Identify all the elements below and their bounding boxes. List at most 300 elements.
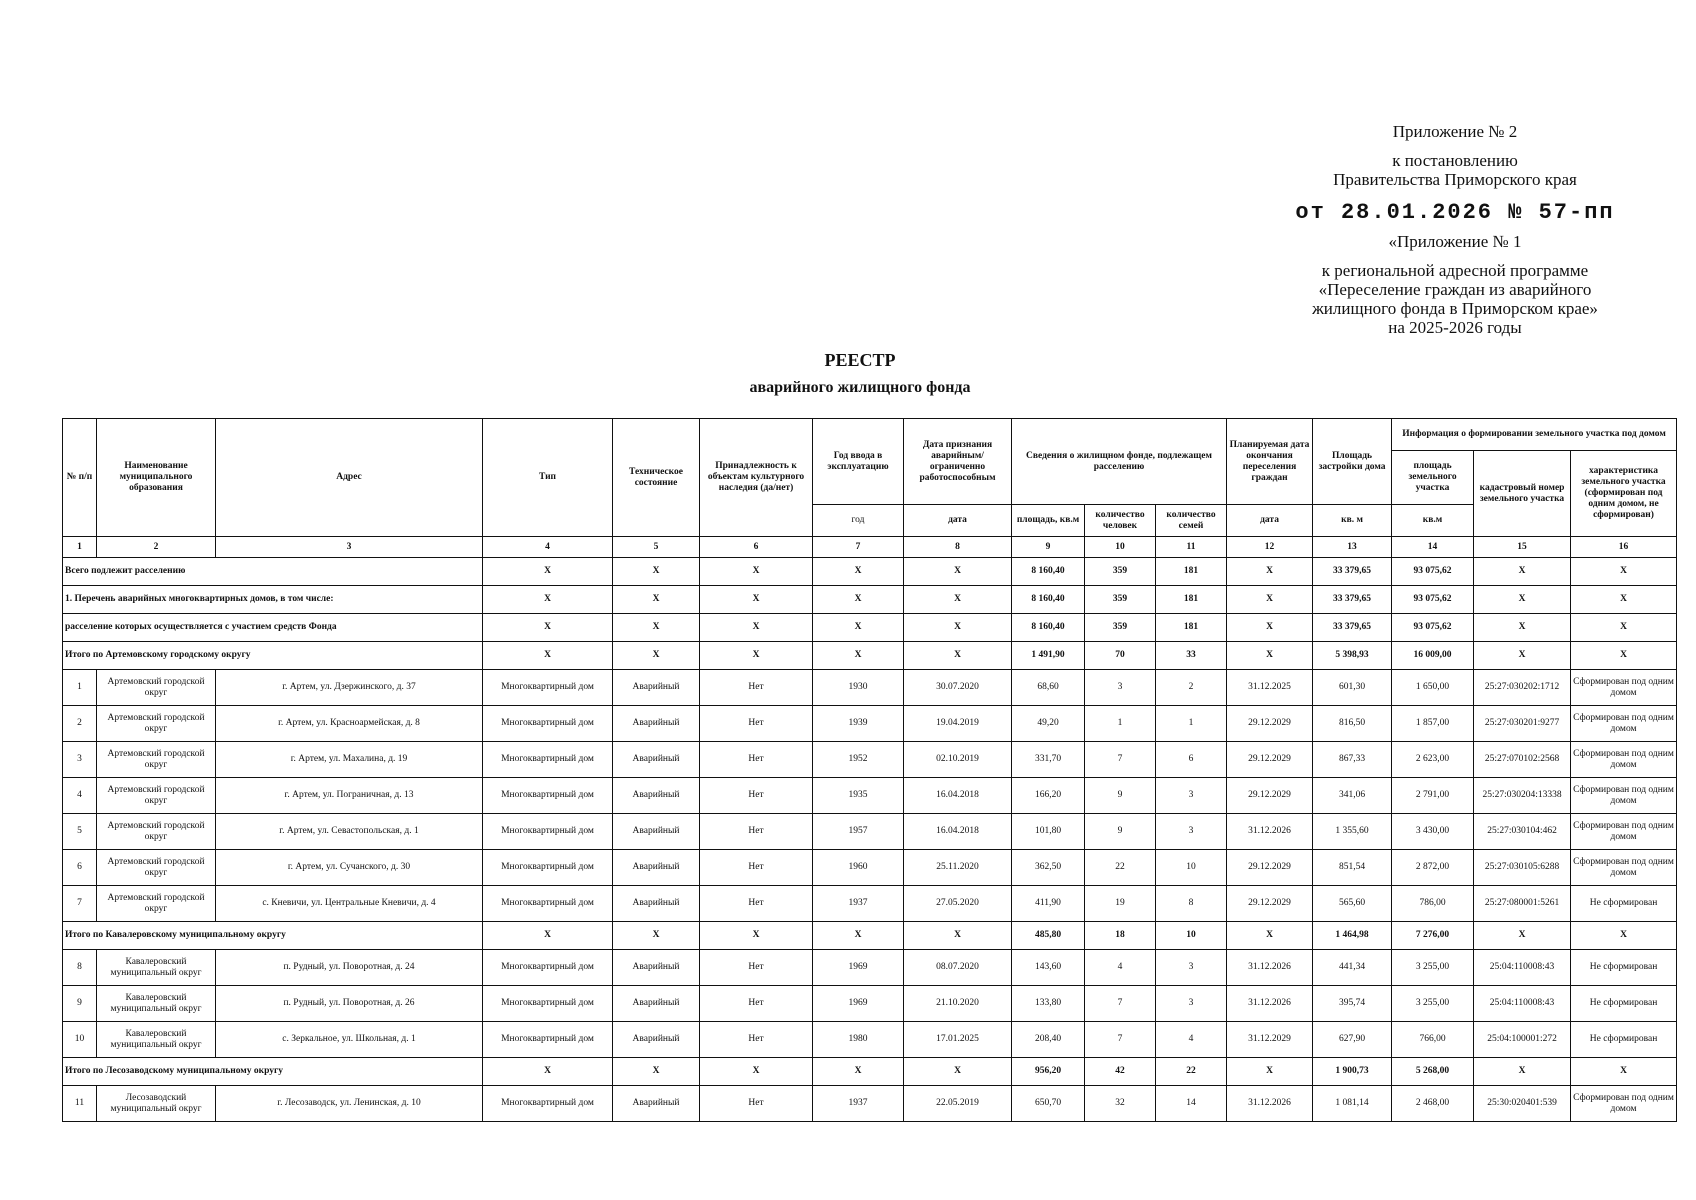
land-area: 3 255,00 — [1392, 986, 1474, 1022]
column-number: 5 — [613, 537, 700, 558]
planned-date: 31.12.2025 — [1227, 670, 1313, 706]
total-area: 8 160,40 — [1012, 558, 1085, 586]
recognition-date: 27.05.2020 — [904, 886, 1012, 922]
to-resolution: к постановлению — [1392, 151, 1518, 170]
x-mark: X — [904, 614, 1012, 642]
land-characteristic: Не сформирован — [1571, 886, 1677, 922]
people: 9 — [1085, 778, 1156, 814]
registry-table — [62, 418, 1677, 1122]
program-line-4: на 2025-2026 годы — [1388, 318, 1522, 337]
table-row — [63, 670, 1677, 706]
municipality: Артемовский городской округ — [97, 814, 216, 850]
x-mark: X — [813, 586, 904, 614]
x-mark: X — [1227, 642, 1313, 670]
head-num: № п/п — [63, 419, 97, 537]
total-families: 22 — [1156, 1058, 1227, 1086]
land-area: 2 791,00 — [1392, 778, 1474, 814]
head-address: Адрес — [216, 419, 483, 537]
year-built: 1957 — [813, 814, 904, 850]
address: г. Артем, ул. Пограничная, д. 13 — [216, 778, 483, 814]
x-mark: X — [700, 614, 813, 642]
table-row — [63, 950, 1677, 986]
total-row — [63, 586, 1677, 614]
row-number: 11 — [63, 1086, 97, 1122]
municipality: Артемовский городской округ — [97, 886, 216, 922]
total-families: 181 — [1156, 558, 1227, 586]
build-area: 441,34 — [1313, 950, 1392, 986]
unit-year: год — [813, 505, 904, 537]
families: 6 — [1156, 742, 1227, 778]
column-number: 15 — [1474, 537, 1571, 558]
row-number: 4 — [63, 778, 97, 814]
column-number: 3 — [216, 537, 483, 558]
planned-date: 31.12.2026 — [1227, 950, 1313, 986]
tech-state: Аварийный — [613, 986, 700, 1022]
head-land-info: Информация о формировании земельного участка под домом — [1392, 419, 1677, 451]
program-line-1: к региональной адресной программе — [1321, 261, 1589, 280]
area: 411,90 — [1012, 886, 1085, 922]
head-municipality: Наименование муниципального образования — [97, 419, 216, 537]
building-type: Многоквартирный дом — [483, 1022, 613, 1058]
land-characteristic: Не сформирован — [1571, 986, 1677, 1022]
title-line-2: аварийного жилищного фонда — [749, 379, 971, 396]
total-land-area: 93 075,62 — [1392, 614, 1474, 642]
x-mark: X — [613, 558, 700, 586]
total-land-area: 16 009,00 — [1392, 642, 1474, 670]
program-line-3: жилищного фонда в Приморском крае» — [1312, 299, 1598, 318]
row-number: 5 — [63, 814, 97, 850]
total-people: 359 — [1085, 614, 1156, 642]
planned-date: 29.12.2029 — [1227, 886, 1313, 922]
head-year-built: Год ввода в эксплуатацию — [813, 419, 904, 505]
tech-state: Аварийный — [613, 670, 700, 706]
recognition-date: 25.11.2020 — [904, 850, 1012, 886]
total-build-area: 33 379,65 — [1313, 586, 1392, 614]
families: 3 — [1156, 950, 1227, 986]
building-type: Многоквартирный дом — [483, 778, 613, 814]
address: г. Лесозаводск, ул. Ленинская, д. 10 — [216, 1086, 483, 1122]
total-label: Итого по Лесозаводскому муниципальному округу — [63, 1058, 483, 1086]
heritage: Нет — [700, 886, 813, 922]
tech-state: Аварийный — [613, 814, 700, 850]
recognition-date: 22.05.2019 — [904, 1086, 1012, 1122]
area: 331,70 — [1012, 742, 1085, 778]
recognition-date: 21.10.2020 — [904, 986, 1012, 1022]
cadastral-number: 25:27:030204:13338 — [1474, 778, 1571, 814]
column-numbers-row — [63, 537, 1677, 558]
building-type: Многоквартирный дом — [483, 742, 613, 778]
total-row — [63, 642, 1677, 670]
column-number: 6 — [700, 537, 813, 558]
planned-date: 29.12.2029 — [1227, 778, 1313, 814]
year-built: 1939 — [813, 706, 904, 742]
row-number: 6 — [63, 850, 97, 886]
people: 7 — [1085, 986, 1156, 1022]
total-build-area: 1 464,98 — [1313, 922, 1392, 950]
total-land-area: 7 276,00 — [1392, 922, 1474, 950]
column-number: 2 — [97, 537, 216, 558]
year-built: 1969 — [813, 986, 904, 1022]
appendix-1: «Приложение № 1 — [1388, 232, 1522, 251]
x-mark: X — [613, 922, 700, 950]
x-mark: X — [1227, 558, 1313, 586]
x-mark: X — [904, 558, 1012, 586]
municipality: Кавалеровский муниципальный округ — [97, 950, 216, 986]
recognition-date: 30.07.2020 — [904, 670, 1012, 706]
families: 3 — [1156, 986, 1227, 1022]
total-area: 8 160,40 — [1012, 586, 1085, 614]
total-label: Итого по Кавалеровскому муниципальному округу — [63, 922, 483, 950]
x-mark: X — [1474, 558, 1571, 586]
head-land-area: площадь земельного участка — [1392, 451, 1474, 505]
planned-date: 31.12.2029 — [1227, 1022, 1313, 1058]
people: 19 — [1085, 886, 1156, 922]
total-people: 18 — [1085, 922, 1156, 950]
cadastral-number: 25:27:030201:9277 — [1474, 706, 1571, 742]
people: 3 — [1085, 670, 1156, 706]
x-mark: X — [700, 642, 813, 670]
total-area: 956,20 — [1012, 1058, 1085, 1086]
government-name: Правительства Приморского края — [1333, 170, 1577, 189]
total-row — [63, 1058, 1677, 1086]
registry-body — [63, 558, 1677, 1122]
total-row — [63, 922, 1677, 950]
head-heritage: Принадлежность к объектам культурного наследия (да/нет) — [700, 419, 813, 537]
x-mark: X — [1571, 558, 1677, 586]
x-mark: X — [613, 614, 700, 642]
people: 9 — [1085, 814, 1156, 850]
title-line-1: РЕЕСТР — [824, 350, 896, 370]
tech-state: Аварийный — [613, 742, 700, 778]
x-mark: X — [1474, 1058, 1571, 1086]
land-characteristic: Сформирован под одним домом — [1571, 1086, 1677, 1122]
cadastral-number: 25:27:030202:1712 — [1474, 670, 1571, 706]
land-characteristic: Сформирован под одним домом — [1571, 742, 1677, 778]
column-number: 4 — [483, 537, 613, 558]
heritage: Нет — [700, 850, 813, 886]
unit-sqm-2: кв.м — [1392, 505, 1474, 537]
building-type: Многоквартирный дом — [483, 1086, 613, 1122]
tech-state: Аварийный — [613, 950, 700, 986]
building-type: Многоквартирный дом — [483, 706, 613, 742]
land-area: 1 857,00 — [1392, 706, 1474, 742]
total-families: 10 — [1156, 922, 1227, 950]
x-mark: X — [904, 642, 1012, 670]
heritage: Нет — [700, 742, 813, 778]
x-mark: X — [700, 558, 813, 586]
tech-state: Аварийный — [613, 778, 700, 814]
total-land-area: 93 075,62 — [1392, 586, 1474, 614]
area: 143,60 — [1012, 950, 1085, 986]
x-mark: X — [700, 922, 813, 950]
land-area: 3 430,00 — [1392, 814, 1474, 850]
table-row — [63, 1022, 1677, 1058]
area: 208,40 — [1012, 1022, 1085, 1058]
total-label: Всего подлежит расселению — [63, 558, 483, 586]
families: 1 — [1156, 706, 1227, 742]
area: 49,20 — [1012, 706, 1085, 742]
total-land-area: 5 268,00 — [1392, 1058, 1474, 1086]
land-characteristic: Сформирован под одним домом — [1571, 814, 1677, 850]
municipality: Артемовский городской округ — [97, 742, 216, 778]
total-label: 1. Перечень аварийных многоквартирных домов, в том числе: — [63, 586, 483, 614]
land-characteristic: Не сформирован — [1571, 950, 1677, 986]
x-mark: X — [483, 1058, 613, 1086]
x-mark: X — [1571, 642, 1677, 670]
municipality: Кавалеровский муниципальный округ — [97, 1022, 216, 1058]
total-people: 70 — [1085, 642, 1156, 670]
unit-families: количество семей — [1156, 505, 1227, 537]
cadastral-number: 25:27:030105:6288 — [1474, 850, 1571, 886]
program-line-2: «Переселение граждан из аварийного — [1318, 280, 1592, 299]
year-built: 1960 — [813, 850, 904, 886]
land-area: 786,00 — [1392, 886, 1474, 922]
x-mark: X — [483, 614, 613, 642]
x-mark: X — [1571, 922, 1677, 950]
appendix-header — [1290, 122, 1620, 337]
building-type: Многоквартирный дом — [483, 670, 613, 706]
build-area: 816,50 — [1313, 706, 1392, 742]
total-land-area: 93 075,62 — [1392, 558, 1474, 586]
families: 2 — [1156, 670, 1227, 706]
tech-state: Аварийный — [613, 1022, 700, 1058]
tech-state: Аварийный — [613, 886, 700, 922]
heritage: Нет — [700, 950, 813, 986]
planned-date: 31.12.2026 — [1227, 1086, 1313, 1122]
building-type: Многоквартирный дом — [483, 886, 613, 922]
unit-area: площадь, кв.м — [1012, 505, 1085, 537]
x-mark: X — [700, 1058, 813, 1086]
heritage: Нет — [700, 986, 813, 1022]
address: г. Артем, ул. Сучанского, д. 30 — [216, 850, 483, 886]
planned-date: 29.12.2029 — [1227, 742, 1313, 778]
planned-date: 31.12.2026 — [1227, 814, 1313, 850]
unit-people: количество человек — [1085, 505, 1156, 537]
unit-date: дата — [904, 505, 1012, 537]
land-characteristic: Сформирован под одним домом — [1571, 850, 1677, 886]
cadastral-number: 25:27:070102:2568 — [1474, 742, 1571, 778]
building-type: Многоквартирный дом — [483, 814, 613, 850]
year-built: 1937 — [813, 886, 904, 922]
unit-date-2: дата — [1227, 505, 1313, 537]
build-area: 851,54 — [1313, 850, 1392, 886]
year-built: 1930 — [813, 670, 904, 706]
land-area: 1 650,00 — [1392, 670, 1474, 706]
heritage: Нет — [700, 1086, 813, 1122]
head-housing-info: Сведения о жилищном фонде, подлежащем расселению — [1012, 419, 1227, 505]
land-area: 3 255,00 — [1392, 950, 1474, 986]
head-recognition-date: Дата признания аварийным/ ограниченно работоспособным — [904, 419, 1012, 505]
x-mark: X — [613, 586, 700, 614]
build-area: 565,60 — [1313, 886, 1392, 922]
recognition-date: 08.07.2020 — [904, 950, 1012, 986]
x-mark: X — [700, 586, 813, 614]
x-mark: X — [1227, 922, 1313, 950]
x-mark: X — [613, 1058, 700, 1086]
building-type: Многоквартирный дом — [483, 986, 613, 1022]
column-number: 8 — [904, 537, 1012, 558]
x-mark: X — [1571, 614, 1677, 642]
total-build-area: 33 379,65 — [1313, 558, 1392, 586]
total-label: расселение которых осуществляется с участием средств Фонда — [63, 614, 483, 642]
year-built: 1969 — [813, 950, 904, 986]
people: 4 — [1085, 950, 1156, 986]
cadastral-number: 25:27:080001:5261 — [1474, 886, 1571, 922]
address: г. Артем, ул. Дзержинского, д. 37 — [216, 670, 483, 706]
total-families: 33 — [1156, 642, 1227, 670]
area: 68,60 — [1012, 670, 1085, 706]
x-mark: X — [483, 586, 613, 614]
column-number: 12 — [1227, 537, 1313, 558]
municipality: Артемовский городской округ — [97, 850, 216, 886]
recognition-date: 16.04.2018 — [904, 778, 1012, 814]
table-row — [63, 886, 1677, 922]
total-build-area: 5 398,93 — [1313, 642, 1392, 670]
tech-state: Аварийный — [613, 1086, 700, 1122]
people: 7 — [1085, 1022, 1156, 1058]
x-mark: X — [813, 642, 904, 670]
appendix-number: Приложение № 2 — [1392, 122, 1518, 141]
people: 7 — [1085, 742, 1156, 778]
heritage: Нет — [700, 778, 813, 814]
build-area: 867,33 — [1313, 742, 1392, 778]
x-mark: X — [1474, 642, 1571, 670]
address: п. Рудный, ул. Поворотная, д. 24 — [216, 950, 483, 986]
municipality: Артемовский городской округ — [97, 706, 216, 742]
total-area: 8 160,40 — [1012, 614, 1085, 642]
total-label: Итого по Артемовскому городскому округу — [63, 642, 483, 670]
area: 101,80 — [1012, 814, 1085, 850]
total-area: 485,80 — [1012, 922, 1085, 950]
column-number: 1 — [63, 537, 97, 558]
building-type: Многоквартирный дом — [483, 850, 613, 886]
x-mark: X — [813, 614, 904, 642]
cadastral-number: 25:04:100001:272 — [1474, 1022, 1571, 1058]
year-built: 1935 — [813, 778, 904, 814]
land-area: 2 872,00 — [1392, 850, 1474, 886]
row-number: 7 — [63, 886, 97, 922]
address: п. Рудный, ул. Поворотная, д. 26 — [216, 986, 483, 1022]
row-number: 2 — [63, 706, 97, 742]
area: 650,70 — [1012, 1086, 1085, 1122]
tech-state: Аварийный — [613, 850, 700, 886]
head-land-char: характеристика земельного участка (сформирован под одним домом, не сформирован) — [1571, 451, 1677, 537]
people: 1 — [1085, 706, 1156, 742]
column-number: 16 — [1571, 537, 1677, 558]
table-row — [63, 986, 1677, 1022]
head-tech-state: Техническое состояние — [613, 419, 700, 537]
recognition-date: 19.04.2019 — [904, 706, 1012, 742]
x-mark: X — [1571, 1058, 1677, 1086]
land-characteristic: Не сформирован — [1571, 1022, 1677, 1058]
cadastral-number: 25:04:110008:43 — [1474, 986, 1571, 1022]
x-mark: X — [904, 1058, 1012, 1086]
families: 3 — [1156, 814, 1227, 850]
people: 32 — [1085, 1086, 1156, 1122]
heritage: Нет — [700, 814, 813, 850]
total-people: 359 — [1085, 586, 1156, 614]
build-area: 1 355,60 — [1313, 814, 1392, 850]
total-build-area: 33 379,65 — [1313, 614, 1392, 642]
x-mark: X — [1227, 1058, 1313, 1086]
total-families: 181 — [1156, 614, 1227, 642]
table-row — [63, 814, 1677, 850]
families: 3 — [1156, 778, 1227, 814]
x-mark: X — [813, 1058, 904, 1086]
address: с. Зеркальное, ул. Школьная, д. 1 — [216, 1022, 483, 1058]
row-number: 10 — [63, 1022, 97, 1058]
column-number: 10 — [1085, 537, 1156, 558]
address: с. Кневичи, ул. Центральные Кневичи, д. 4 — [216, 886, 483, 922]
people: 22 — [1085, 850, 1156, 886]
families: 10 — [1156, 850, 1227, 886]
municipality: Артемовский городской округ — [97, 670, 216, 706]
families: 8 — [1156, 886, 1227, 922]
table-row — [63, 1086, 1677, 1122]
x-mark: X — [483, 558, 613, 586]
land-area: 766,00 — [1392, 1022, 1474, 1058]
year-built: 1937 — [813, 1086, 904, 1122]
head-type: Тип — [483, 419, 613, 537]
planned-date: 29.12.2029 — [1227, 706, 1313, 742]
land-characteristic: Сформирован под одним домом — [1571, 670, 1677, 706]
table-row — [63, 742, 1677, 778]
total-area: 1 491,90 — [1012, 642, 1085, 670]
row-number: 1 — [63, 670, 97, 706]
total-people: 42 — [1085, 1058, 1156, 1086]
municipality: Артемовский городской округ — [97, 778, 216, 814]
x-mark: X — [813, 922, 904, 950]
row-number: 8 — [63, 950, 97, 986]
planned-date: 29.12.2029 — [1227, 850, 1313, 886]
land-characteristic: Сформирован под одним домом — [1571, 706, 1677, 742]
families: 4 — [1156, 1022, 1227, 1058]
cadastral-number: 25:30:020401:539 — [1474, 1086, 1571, 1122]
address: г. Артем, ул. Красноармейская, д. 8 — [216, 706, 483, 742]
unit-sqm: кв. м — [1313, 505, 1392, 537]
x-mark: X — [1571, 586, 1677, 614]
heritage: Нет — [700, 706, 813, 742]
area: 133,80 — [1012, 986, 1085, 1022]
tech-state: Аварийный — [613, 706, 700, 742]
table-row — [63, 706, 1677, 742]
column-number: 7 — [813, 537, 904, 558]
row-number: 3 — [63, 742, 97, 778]
build-area: 395,74 — [1313, 986, 1392, 1022]
heritage: Нет — [700, 1022, 813, 1058]
column-number: 14 — [1392, 537, 1474, 558]
x-mark: X — [1474, 586, 1571, 614]
build-area: 341,06 — [1313, 778, 1392, 814]
build-area: 1 081,14 — [1313, 1086, 1392, 1122]
x-mark: X — [1227, 586, 1313, 614]
year-built: 1952 — [813, 742, 904, 778]
recognition-date: 16.04.2018 — [904, 814, 1012, 850]
row-number: 9 — [63, 986, 97, 1022]
municipality: Кавалеровский муниципальный округ — [97, 986, 216, 1022]
table-row — [63, 850, 1677, 886]
x-mark: X — [813, 558, 904, 586]
table-row — [63, 778, 1677, 814]
x-mark: X — [1474, 922, 1571, 950]
building-type: Многоквартирный дом — [483, 950, 613, 986]
address: г. Артем, ул. Севастопольская, д. 1 — [216, 814, 483, 850]
x-mark: X — [613, 642, 700, 670]
x-mark: X — [483, 642, 613, 670]
build-area: 601,30 — [1313, 670, 1392, 706]
head-build-area: Площадь застройки дома — [1313, 419, 1392, 505]
area: 166,20 — [1012, 778, 1085, 814]
